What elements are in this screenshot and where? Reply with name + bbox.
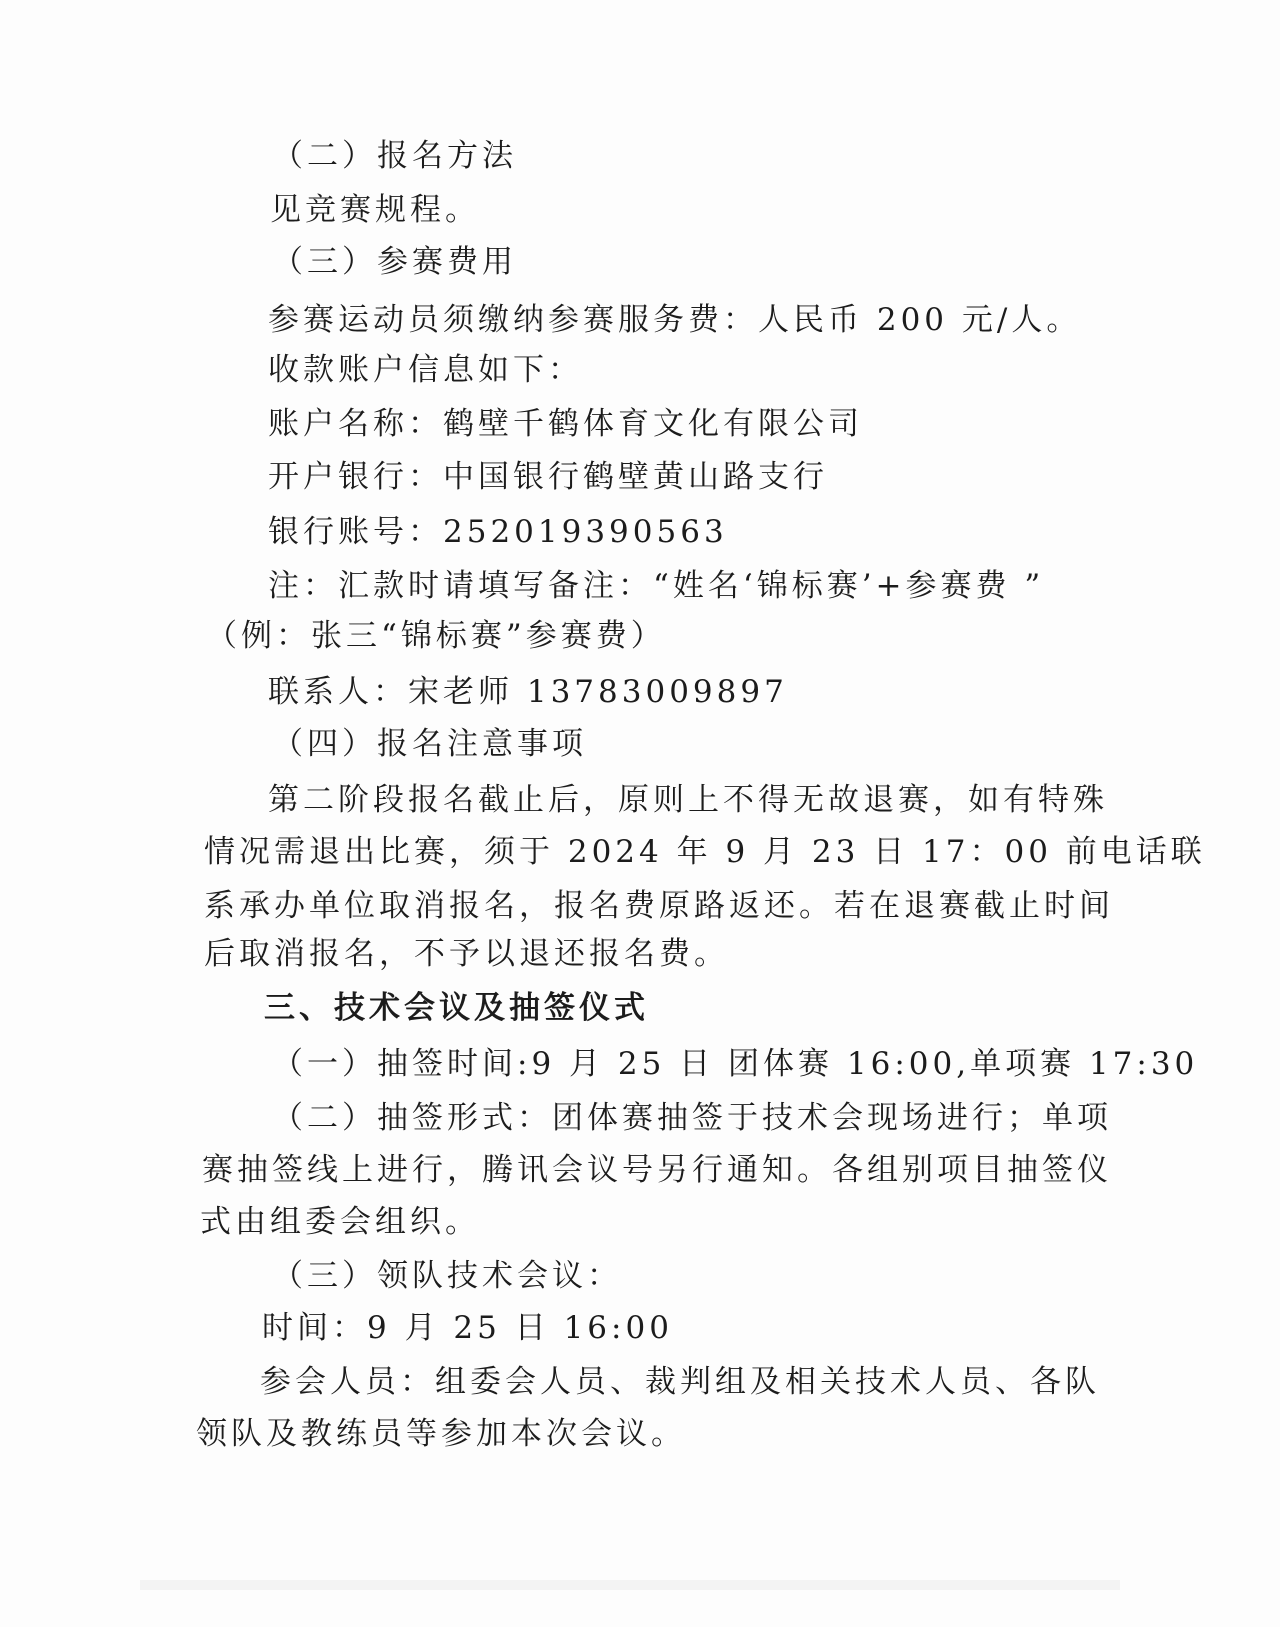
section-heading-leader-meeting: （三）领队技术会议： [272, 1258, 622, 1294]
section-heading-fees: （三）参赛费用 [272, 244, 517, 280]
section-heading-notes: （四）报名注意事项 [272, 726, 587, 762]
paragraph-line: （二）抽签形式：团体赛抽签于技术会现场进行；单项 [272, 1100, 1112, 1136]
paragraph-line: 收款账户信息如下： [268, 352, 583, 388]
paragraph-line: 情况需退出比赛，须于 2024 年 9 月 23 日 17：00 前电话联 [204, 834, 1206, 870]
remittance-example-line: （例：张三“锦标赛”参赛费） [206, 618, 666, 654]
paragraph-line: 后取消报名，不予以退还报名费。 [204, 936, 729, 972]
paragraph-line: 第二阶段报名截止后，原则上不得无故退赛，如有特殊 [268, 782, 1108, 818]
account-number-line: 银行账号：252019390563 [268, 514, 728, 550]
paragraph-line: 见竞赛规程。 [270, 192, 480, 228]
page-edge-shadow [140, 1580, 1120, 1590]
meeting-time-line: 时间：9 月 25 日 16:00 [262, 1310, 673, 1346]
paragraph-line: 参赛运动员须缴纳参赛服务费：人民币 200 元/人。 [268, 302, 1082, 338]
chapter-heading-technical-meeting: 三、技术会议及抽签仪式 [264, 990, 649, 1026]
contact-line: 联系人：宋老师 13783009897 [268, 674, 788, 710]
paragraph-line: 系承办单位取消报名，报名费原路返还。若在退赛截止时间 [204, 888, 1114, 924]
paragraph-line: 领队及教练员等参加本次会议。 [196, 1416, 686, 1452]
paragraph-line: 参会人员：组委会人员、裁判组及相关技术人员、各队 [260, 1364, 1100, 1400]
remittance-note-line: 注：汇款时请填写备注：“姓名‘锦标赛’+参赛费 ” [268, 568, 1045, 604]
bank-name-line: 开户银行：中国银行鹤壁黄山路支行 [268, 459, 828, 495]
draw-time-line: （一）抽签时间:9 月 25 日 团体赛 16:00,单项赛 17:30 [272, 1046, 1199, 1082]
account-name-line: 账户名称：鹤壁千鹤体育文化有限公司 [268, 406, 863, 442]
paragraph-line: 式由组委会组织。 [200, 1204, 480, 1240]
paragraph-line: 赛抽签线上进行，腾讯会议号另行通知。各组别项目抽签仪 [202, 1152, 1112, 1188]
section-heading-registration-method: （二）报名方法 [272, 138, 517, 174]
